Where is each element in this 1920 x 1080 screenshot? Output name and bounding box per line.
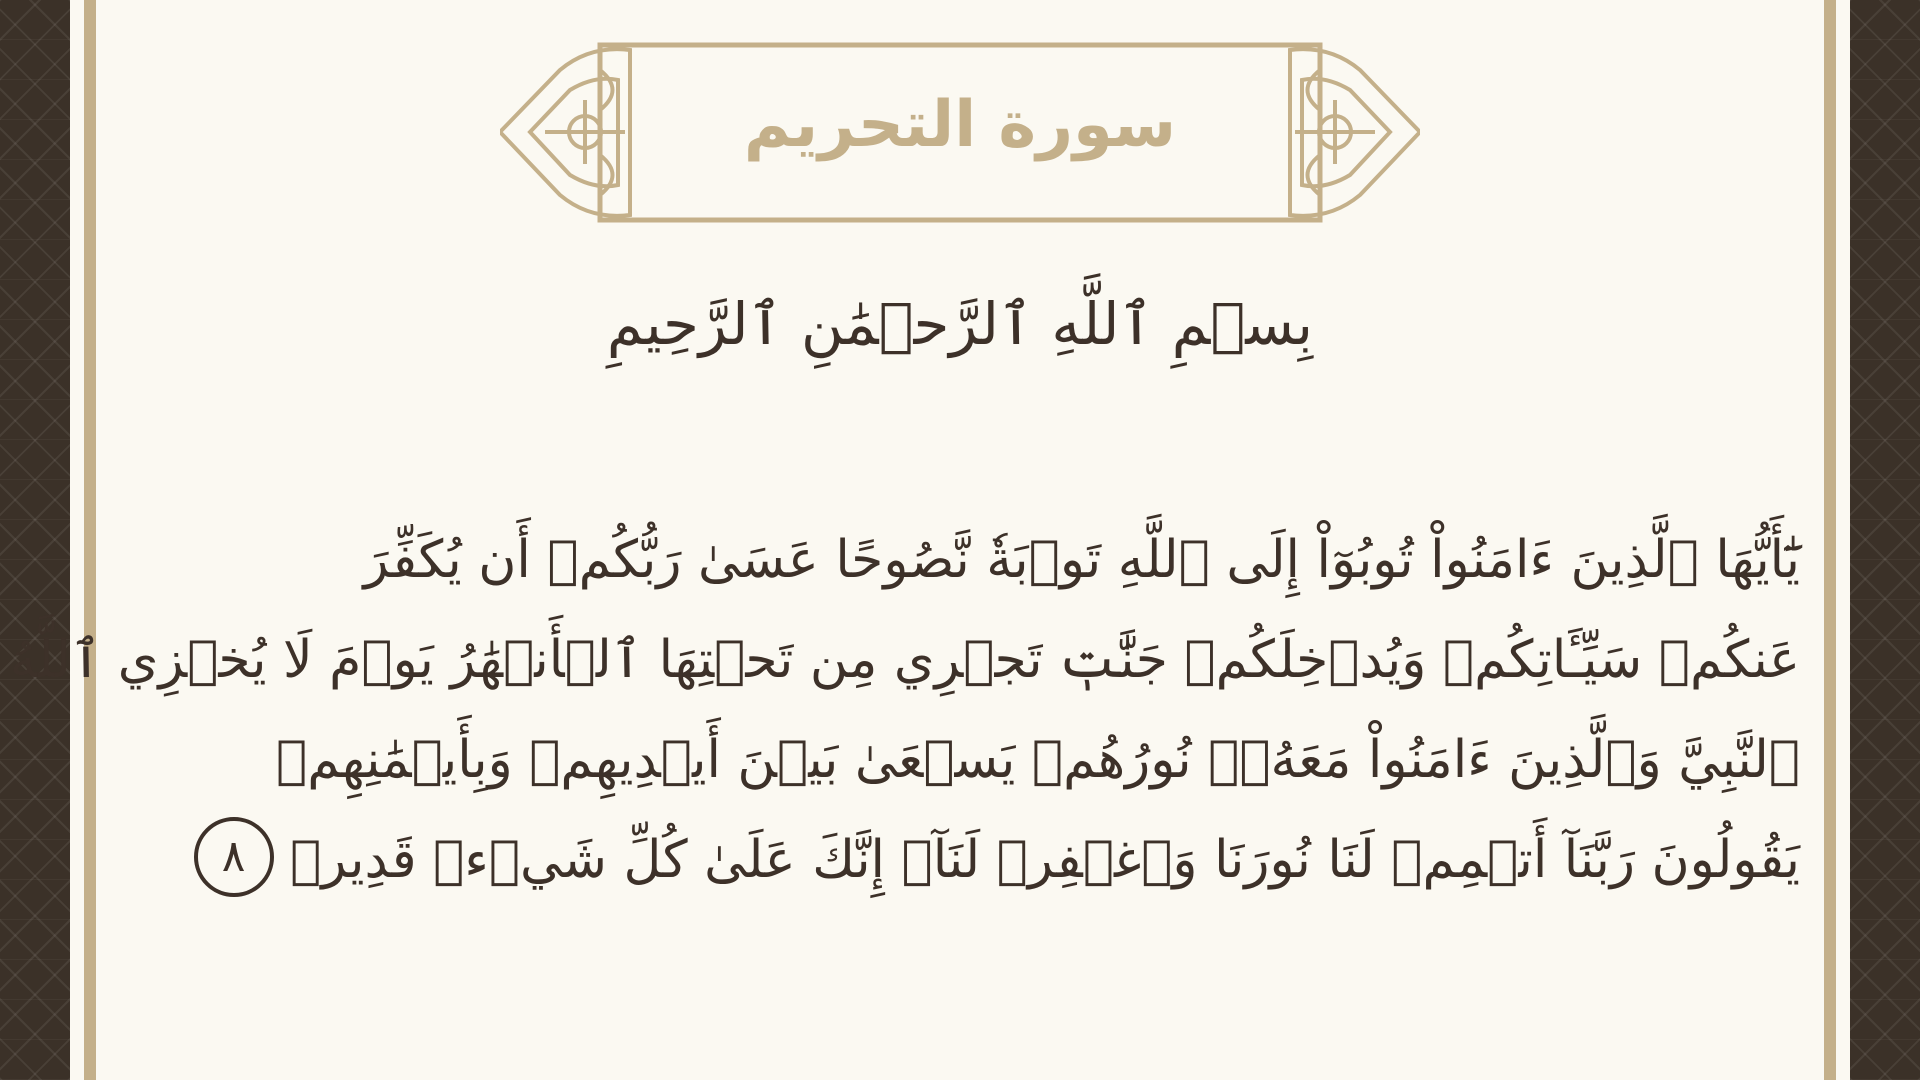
verse-line-text: يَقُولُونَ رَبَّنَآ أَتۡمِمۡ لَنَا نُورَنَا وَٱغۡفِرۡ لَنَآۖ إِنَّكَ عَلَىٰ كُلِّ شَيۡءٖ قَدِيرٞ (290, 830, 1800, 890)
verse-line: ٱلنَّبِيَّ وَٱلَّذِينَ ءَامَنُواْ مَعَهُۥۖ نُورُهُمۡ يَسۡعَىٰ بَيۡنَ أَيۡدِيهِمۡ وَبِأَيۡمَٰنِهِمۡ (276, 730, 1800, 790)
verse-line: يَٰٓأَيُّهَا ٱلَّذِينَ ءَامَنُواْ تُوبُوٓاْ إِلَى ٱللَّهِ تَوۡبَةٗ نَّصُوحًا عَسَىٰ رَبُّكُمۡ أَن يُكَفِّرَ (363, 530, 1800, 590)
basmala: بِسۡمِ ٱللَّهِ ٱلرَّحۡمَٰنِ ٱلرَّحِيمِ (606, 290, 1314, 358)
verse-line-last (175, 810, 1800, 910)
surah-title: سورة التحريم (743, 88, 1177, 162)
verse-line: عَنكُمۡ سَيِّـَٔاتِكُمۡ وَيُدۡخِلَكُمۡ جَنَّٰتٖ تَجۡرِي مِن تَحۡتِهَا ٱلۡأَنۡهَٰرُ يَوۡمَ لَا يُخۡزِي ٱللَّهُ (9, 630, 1800, 690)
right-decorative-border (1850, 0, 1920, 1080)
left-gold-rule (84, 0, 96, 1080)
right-gold-rule (1824, 0, 1836, 1080)
verse-text (9, 510, 1800, 910)
surah-header-cartouche (500, 40, 1420, 225)
ayah-number-marker: ٨ (194, 817, 274, 897)
left-decorative-border (0, 0, 70, 1080)
